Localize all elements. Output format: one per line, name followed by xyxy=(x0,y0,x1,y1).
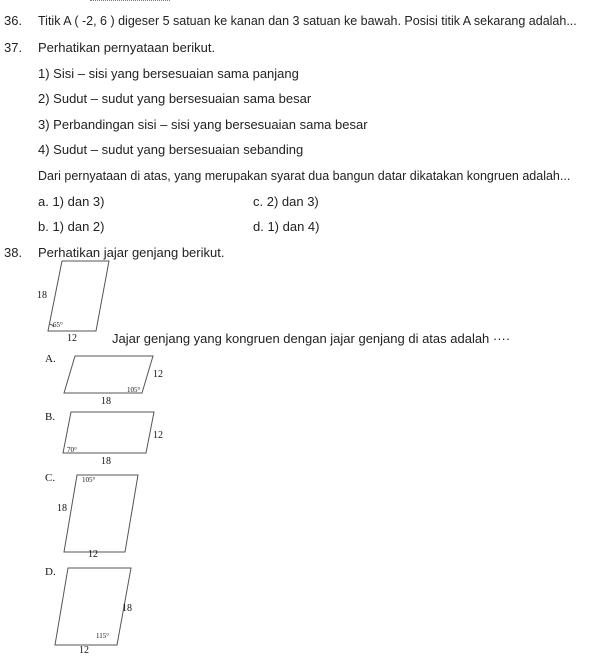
option-a-letter[interactable]: A. xyxy=(45,353,56,365)
q38-question: Jajar genjang yang kongruen dengan jajar genjang di atas adalah ···· xyxy=(112,331,511,346)
q37-statement-4: 4) Sudut – sudut yang bersesuaian sebanding xyxy=(38,142,304,157)
option-c-side-a: 18 xyxy=(57,503,67,514)
q37-option-c: c. 2) dan 3) xyxy=(253,194,319,209)
q37-question: Dari pernyataan di atas, yang merupakan syarat dua bangun datar dikatakan kongruen adalah... xyxy=(38,169,571,183)
main-side-bottom-label: 12 xyxy=(67,333,77,344)
q36-number: 36. xyxy=(4,13,23,28)
q38-number: 38. xyxy=(4,245,23,260)
option-d-side-a: 18 xyxy=(122,603,132,614)
main-angle-label: 65° xyxy=(53,321,63,329)
q37-statement-2: 2) Sudut – sudut yang bersesuaian sama besar xyxy=(38,91,312,106)
option-c-angle: 105° xyxy=(82,476,96,484)
option-c-letter[interactable]: C. xyxy=(45,472,56,484)
option-c-side-b: 12 xyxy=(88,549,98,560)
q37-option-b: b. 1) dan 2) xyxy=(38,219,105,234)
q37-statement-1: 1) Sisi – sisi yang bersesuaian sama panjang xyxy=(38,66,299,81)
option-a-angle: 105° xyxy=(127,386,141,394)
q37-number: 37. xyxy=(4,40,23,55)
q37-option-d: d. 1) dan 4) xyxy=(253,219,320,234)
option-d-angle: 115° xyxy=(96,632,110,640)
q38-prompt: Perhatikan jajar genjang berikut. xyxy=(38,245,225,260)
q37-option-a: a. 1) dan 3) xyxy=(38,194,105,209)
main-side-left-label: 18 xyxy=(37,290,47,301)
option-a-side-b: 18 xyxy=(101,396,111,407)
option-b-angle: 70° xyxy=(67,446,77,454)
option-d-parallelogram xyxy=(55,568,131,645)
q37-prompt: Perhatikan pernyataan berikut. xyxy=(38,40,216,55)
option-c-parallelogram xyxy=(64,475,138,552)
option-b-side-a: 12 xyxy=(153,430,163,441)
q36-text: Titik A ( -2, 6 ) digeser 5 satuan ke kanan dan 3 satuan ke bawah. Posisi titik A sekarang adalah... xyxy=(38,14,577,28)
option-d-side-b: 12 xyxy=(79,645,89,656)
option-d-letter[interactable]: D. xyxy=(45,566,56,578)
option-b-letter[interactable]: B. xyxy=(45,411,56,423)
q37-statement-3: 3) Perbandingan sisi – sisi yang bersesuaian sama besar xyxy=(38,117,368,132)
option-a-side-a: 12 xyxy=(153,369,163,380)
option-b-side-b: 18 xyxy=(101,456,111,467)
